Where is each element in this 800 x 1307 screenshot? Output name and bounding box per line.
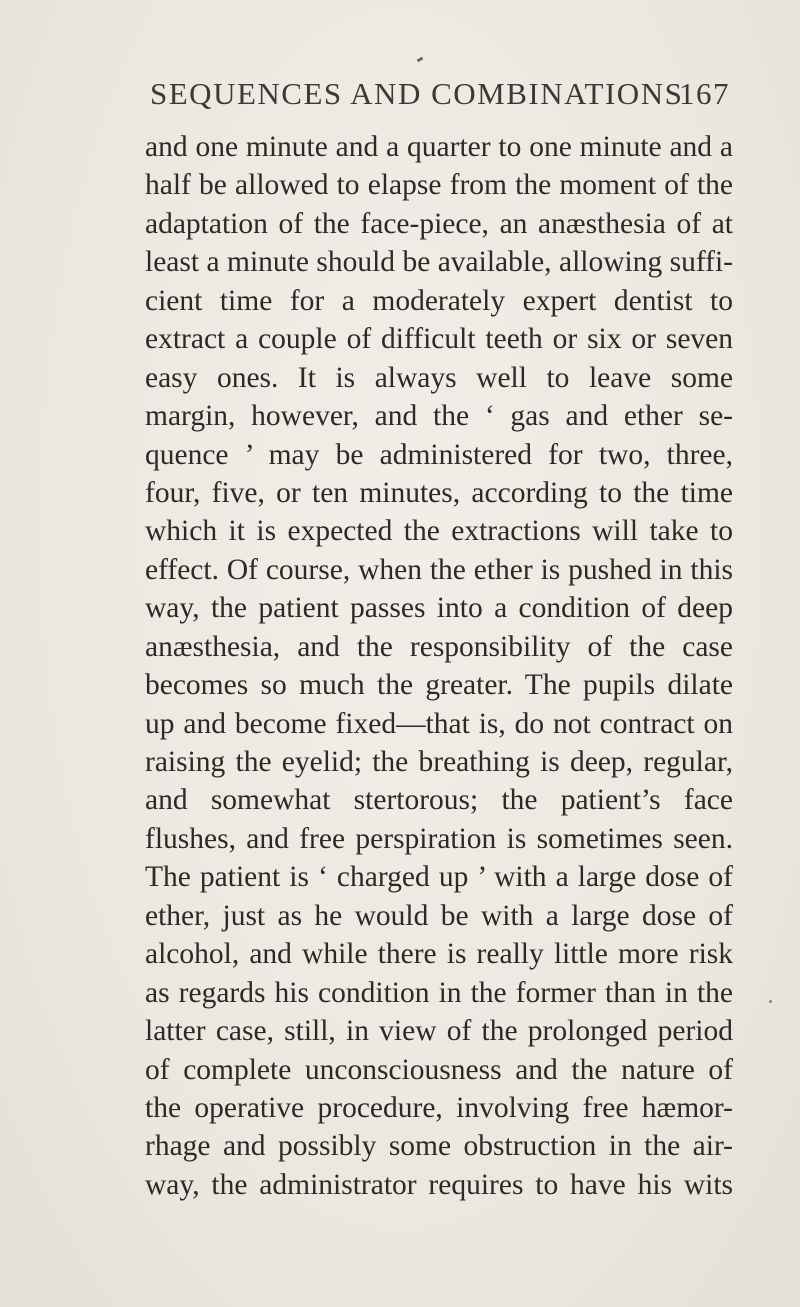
text-line: margin, however, and the ‘ gas and ether se-: [145, 400, 733, 433]
text-line: anæsthesia, and the responsibility of the case: [145, 630, 733, 663]
text-line: and somewhat stertorous; the patient’s face: [145, 784, 733, 817]
text-line: ether, just as he would be with a large dose of: [145, 899, 733, 932]
text-line: rhage and possibly some obstruction in the air-: [145, 1130, 733, 1163]
running-head-title: SEQUENCES AND COMBINATIONS: [150, 76, 684, 111]
text-line: which it is expected the extractions will take to: [145, 515, 733, 548]
text-line: effect. Of course, when the ether is pushed in this: [145, 553, 733, 586]
text-line: as regards his condition in the former than in the: [145, 976, 733, 1009]
running-head: [150, 76, 730, 116]
text-line: cient time for a moderately expert dentist to: [145, 284, 733, 317]
text-line: easy ones. It is always well to leave some: [145, 361, 733, 394]
text-line: up and become fixed—that is, do not contract on: [145, 707, 733, 740]
text-line: the operative procedure, involving free hæmor-: [145, 1091, 733, 1124]
text-line: way, the administrator requires to have his wits: [145, 1168, 733, 1201]
text-line: raising the eyelid; the breathing is deep, regular,: [145, 746, 733, 778]
text-line: The patient is ‘ charged up ’ with a large dose of: [145, 861, 733, 894]
page-number: 167: [679, 76, 730, 111]
text-line: flushes, and free perspiration is sometimes seen.: [145, 822, 733, 855]
text-line: quence ’ may be administered for two, three,: [145, 438, 733, 471]
text-line: and one minute and a quarter to one minute and a: [145, 131, 733, 163]
text-line: half be allowed to elapse from the moment of the: [145, 169, 733, 202]
margin-speck: [769, 1000, 772, 1003]
text-line: way, the patient passes into a condition of deep: [145, 592, 733, 625]
text-line: of complete unconsciousness and the nature of: [145, 1053, 733, 1086]
text-line: four, five, or ten minutes, according to the time: [145, 476, 733, 509]
text-line: latter case, still, in view of the prolonged period: [145, 1015, 733, 1048]
text-line: adaptation of the face-piece, an anæsthesia of at: [145, 207, 733, 240]
ink-mark: [417, 57, 424, 63]
text-line: becomes so much the greater. The pupils dilate: [145, 669, 733, 702]
text-line: extract a couple of difficult teeth or six or seven: [145, 323, 733, 356]
text-line: least a minute should be available, allowing suffi-: [145, 246, 733, 279]
text-line: alcohol, and while there is really little more risk: [145, 938, 733, 971]
body-text: [145, 128, 733, 1204]
